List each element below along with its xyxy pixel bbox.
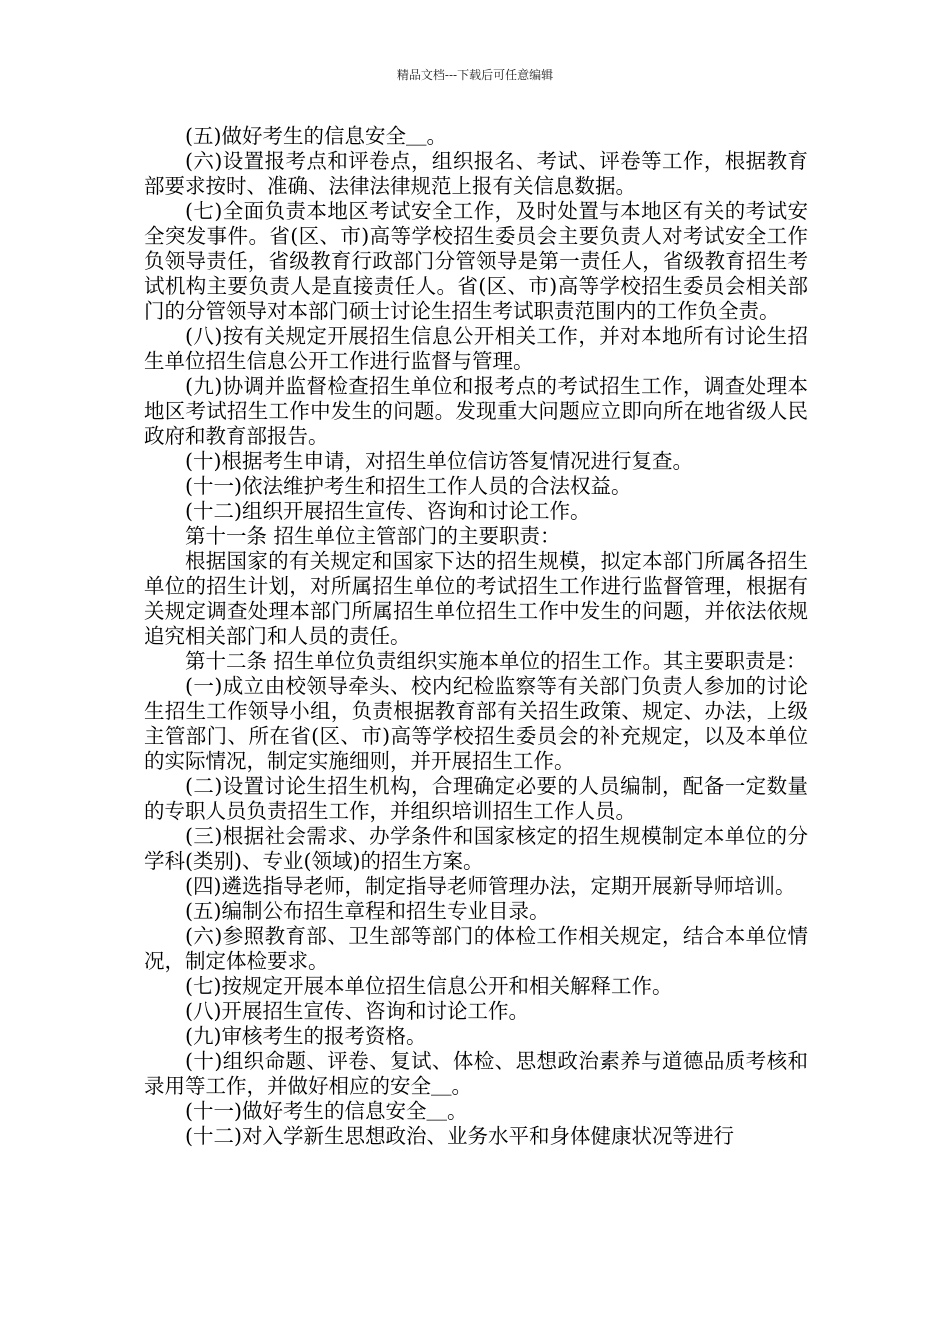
paragraph: (三)根据社会需求、办学条件和国家核定的招生规模制定本单位的分学科(类别)、专业(领域)的招生方案。 [144,824,808,873]
paragraph: (九)协调并监督检查招生单位和报考点的考试招生工作，调查处理本地区考试招生工作中发生的问题。发现重大问题应立即向所在地省级人民政府和教育部报告。 [144,374,808,448]
article-heading: 第十一条 招生单位主管部门的主要职责： [185,524,561,548]
paragraph: (十二)组织开展招生宣传、咨询和讨论工作。 [185,499,591,523]
paragraph: (十一)做好考生的信息安全＿。 [185,1099,468,1123]
paragraph: (五)编制公布招生章程和招生专业目录。 [185,899,550,923]
paragraph: (八)按有关规定开展招生信息公开相关工作，并对本地所有讨论生招生单位招生信息公开工作进行监督与管理。 [144,324,808,373]
paragraph: (十)组织命题、评卷、复试、体检、思想政治素养与道德品质考核和录用等工作，并做好相应的安全＿。 [144,1049,808,1098]
paragraph: (七)按规定开展本单位招生信息公开和相关解释工作。 [185,974,673,998]
page-header: 精品文档---下载后可任意编辑 [396,68,554,82]
paragraph: (十一)依法维护考生和招生工作人员的合法权益。 [185,474,632,498]
paragraph: (六)设置报考点和评卷点，组织报名、考试、评卷等工作，根据教育部要求按时、准确、法律法律规范上报有关信息数据。 [144,149,808,198]
paragraph: (十二)对入学新生思想政治、业务水平和身体健康状况等进行 [185,1124,734,1148]
paragraph: (六)参照教育部、卫生部等部门的体检工作相关规定，结合本单位情况，制定体检要求。 [144,924,808,973]
article-heading: 第十二条 招生单位负责组织实施本单位的招生工作。其主要职责是： [185,649,807,673]
paragraph: (二)设置讨论生招生机构，合理确定必要的人员编制，配备一定数量的专职人员负责招生工作，并组织培训招生工作人员。 [144,774,808,823]
paragraph: (五)做好考生的信息安全＿。 [185,124,447,148]
paragraph: (九)审核考生的报考资格。 [185,1024,427,1048]
paragraph: 根据国家的有关规定和国家下达的招生规模，拟定本部门所属各招生单位的招生计划，对所属招生单位的考试招生工作进行监督管理，根据有关规定调查处理本部门所属招生单位招生工作中发生的问题，并依法依规追究相关部门和人员的责任。 [144,549,808,648]
paragraph: (七)全面负责本地区考试安全工作，及时处置与本地区有关的考试安全突发事件。省(区、市)高等学校招生委员会主要负责人对考试安全工作负领导责任，省级教育行政部门分管领导是第一责任人，省级教育招生考试机构主要负责人是直接责任人。省(区、市)高等学校招生委员会相关部门的分管领导对本部门硕士讨论生招生考试职责范围内的工作负全责。 [144,199,808,323]
paragraph: (四)遴选指导老师，制定指导老师管理办法，定期开展新导师培训。 [185,874,796,898]
paragraph: (十)根据考生申请，对招生单位信访答复情况进行复查。 [185,449,693,473]
paragraph: (八)开展招生宣传、咨询和讨论工作。 [185,999,529,1023]
paragraph: (一)成立由校领导牵头、校内纪检监察等有关部门负责人参加的讨论生招生工作领导小组，负责根据教育部有关招生政策、规定、办法，上级主管部门、所在省(区、市)高等学校招生委员会的补充规定，以及本单位的实际情况，制定实施细则，并开展招生工作。 [144,674,808,773]
document-body [144,124,808,1149]
